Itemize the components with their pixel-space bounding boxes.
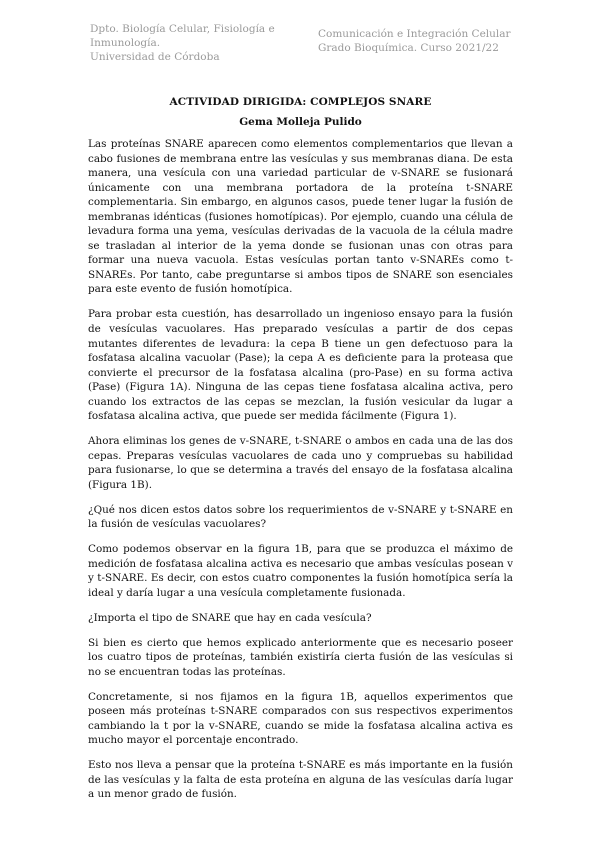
paragraph-intro: Las proteínas SNARE aparecen como elementos complementarios que llevan a cabo fusiones de membrana entre las vesículas y sus membranas diana. De esta manera, una vesícula con una variedad particular de v-SNARE se fusionará únicamente con una membrana portadora de la proteína t-SNARE complementaria. Sin embargo, en algunos casos, puede tener lugar la fusión de membranas idénticas (fusiones homotípicas). Por ejemplo, cuando una célula de levadura forma una yema, vesículas derivadas de la vacuola de la célula madre se trasladan al interior de la yema donde se fusionan unas con otras para formar una nueva vacuola. Estas vesículas portan tanto v-SNAREs como t-SNAREs. Por tanto, cabe preguntarse si ambos tipos de SNARE son esenciales para este evento de fusión homotípica. bbox=[88, 138, 513, 296]
header-right-line: Comunicación e Integración Celular bbox=[318, 28, 511, 40]
paragraph-assay: Para probar esta cuestión, has desarrollado un ingenioso ensayo para la fusión de vesículas vacuolares. Has preparado vesículas a partir de dos cepas mutantes diferentes de levadura: la cepa B tiene un gen defectuoso para la fosfatasa alcalina vacuolar (Pase); la cepa A es deficiente para la proteasa que convierte el precursor de la fosfatasa alcalina (pro-Pase) en su forma activa (Pase) (Figura 1A). Ninguna de las cepas tiene fosfatasa alcalina activa, pero cuando los extractos de las cepas se mezclan, la fusión vesicular da lugar a fosfatasa alcalina activa, que puede ser medida fácilmente (Figura 1). bbox=[88, 308, 513, 423]
header-left-line: Universidad de Córdoba bbox=[90, 51, 220, 63]
paragraph-deletion: Ahora eliminas los genes de v-SNARE, t-SNARE o ambos en cada una de las dos cepas. Preparas vesículas vacuolares de cada uno y compruebas su habilidad para fusionarse, lo que se determina a través del ensayo de la fosfatasa alcalina (Figura 1B). bbox=[88, 435, 513, 491]
answer-snare-type-1: Si bien es cierto que hemos explicado anteriormente que es necesario poseer los cuatro tipos de proteínas, también existiría cierta fusión de las vesículas si no se encuentran todas las proteínas. bbox=[88, 636, 513, 678]
document-body bbox=[88, 137, 513, 812]
answer-snare-type-2: Concretamente, si nos fijamos en la figura 1B, aquellos experimentos que poseen más proteínas t-SNARE comparados con sus respectivos experimentos cambiando la t por la v-SNARE, cuando se mide la fosfatasa alcalina activa es mucho mayor el porcentaje encontrado. bbox=[88, 690, 513, 747]
question-requirements: ¿Qué nos dicen estos datos sobre los requerimientos de v-SNARE y t-SNARE en la fusión de vesículas vacuolares? bbox=[88, 503, 513, 531]
conclusion-paragraph: Esto nos lleva a pensar que la proteína t-SNARE es más importante en la fusión de las vesículas y la falta de esta proteína en alguna de las vesículas daría lugar a un menor grado de fusión. bbox=[88, 759, 513, 801]
header-course bbox=[318, 27, 548, 55]
header-right-line: Grado Bioquímica. Curso 2021/22 bbox=[318, 42, 499, 54]
answer-requirements: Como podemos observar en la figura 1B, para que se produzca el máximo de medición de fosfatasa alcalina activa es necesario que ambas vesículas posean v y t-SNARE. Es decir, con estos cuatro componentes la fusión homotípica sería la ideal y daría lugar a una vesícula completamente fusionada. bbox=[88, 543, 513, 599]
header-department bbox=[90, 22, 290, 64]
question-snare-type: ¿Importa el tipo de SNARE que hay en cada vesícula? bbox=[88, 611, 372, 624]
document-title: ACTIVIDAD DIRIGIDA: COMPLEJOS SNARE bbox=[169, 96, 432, 108]
header-left-line: Inmunología. bbox=[90, 37, 161, 49]
header-left-line: Dpto. Biología Celular, Fisiología e bbox=[90, 23, 275, 35]
document-author: Gema Molleja Pulido bbox=[239, 116, 362, 128]
